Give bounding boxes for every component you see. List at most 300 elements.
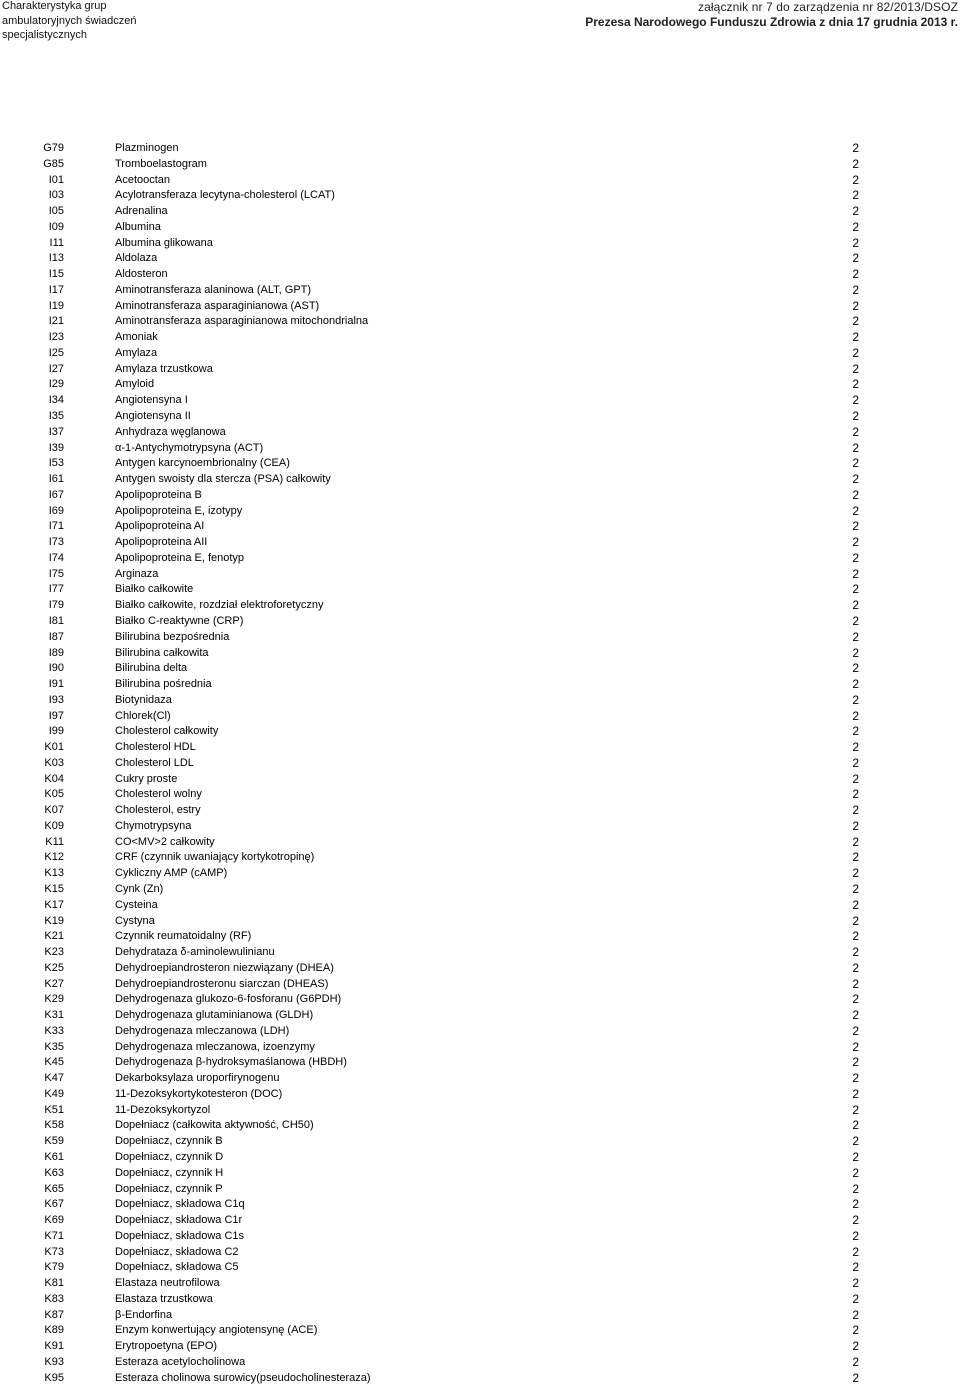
row-code: K89 xyxy=(44,1324,64,1337)
row-name: 11-Dezoksykortykotesteron (DOC) xyxy=(115,1087,283,1100)
table-row xyxy=(0,173,960,189)
row-name: Dopełniacz, składowa C1r xyxy=(115,1214,243,1227)
row-value: 2 xyxy=(852,1150,859,1164)
row-name: Cysteina xyxy=(115,898,158,911)
table-row xyxy=(0,1118,960,1134)
row-code: I27 xyxy=(48,362,64,375)
row-code: K31 xyxy=(44,1009,64,1022)
row-value: 2 xyxy=(852,519,859,534)
row-name: Białko C-reaktywne (CRP) xyxy=(115,614,244,627)
table-row xyxy=(0,914,960,930)
row-code: I05 xyxy=(48,205,64,218)
table-row xyxy=(0,992,960,1008)
row-code: I89 xyxy=(48,646,64,659)
row-value: 2 xyxy=(852,440,859,455)
table-row xyxy=(0,1229,960,1245)
row-code: I09 xyxy=(48,220,64,233)
row-code: K15 xyxy=(44,882,64,895)
row-name: 11-Dezoksykortyzol xyxy=(115,1103,211,1116)
row-value: 2 xyxy=(852,188,859,203)
table-row xyxy=(0,409,960,425)
row-name: Białko całkowite, rozdział elektroforetyczny xyxy=(115,599,324,612)
table-row xyxy=(0,1055,960,1071)
table-row xyxy=(0,1166,960,1182)
row-value: 2 xyxy=(852,1071,859,1086)
row-code: K95 xyxy=(44,1371,64,1384)
row-name: Apolipoproteina B xyxy=(115,488,202,501)
row-name: Bilirubina bezpośrednia xyxy=(115,630,230,643)
row-code: I29 xyxy=(48,378,64,391)
row-code: I19 xyxy=(48,299,64,312)
row-name: Dehydrogenaza β-hydroksymaślanowa (HBDH) xyxy=(115,1056,347,1069)
row-name: Chlorek(Cl) xyxy=(115,709,171,722)
row-value: 2 xyxy=(852,219,859,234)
row-code: K01 xyxy=(44,741,64,754)
row-value: 2 xyxy=(852,803,859,818)
row-code: K25 xyxy=(44,961,64,974)
row-code: I35 xyxy=(48,410,64,423)
row-value: 2 xyxy=(852,298,859,313)
row-value: 2 xyxy=(852,1244,859,1259)
row-code: K79 xyxy=(44,1261,64,1274)
row-name: Acetooctan xyxy=(115,173,171,186)
row-name: α-1-Antychymotrypsyna (ACT) xyxy=(115,441,264,454)
table-row xyxy=(0,630,960,646)
table-row xyxy=(0,740,960,756)
row-code: I21 xyxy=(48,315,64,328)
table-row xyxy=(0,204,960,220)
header-left-line-2: ambulatoryjnych świadczeń xyxy=(2,14,137,27)
table-row xyxy=(0,393,960,409)
row-name: CRF (czynnik uwaniający kortykotropinę) xyxy=(115,851,315,864)
row-name: Cholesterol całkowity xyxy=(115,725,219,738)
table-row xyxy=(0,519,960,535)
row-value: 2 xyxy=(852,929,859,944)
row-code: I11 xyxy=(49,236,64,249)
table-row xyxy=(0,709,960,725)
row-value: 2 xyxy=(852,629,859,644)
table-row xyxy=(0,835,960,851)
row-code: I99 xyxy=(48,725,64,738)
table-row xyxy=(0,1276,960,1292)
row-value: 2 xyxy=(852,1197,859,1212)
row-value: 2 xyxy=(852,409,859,424)
row-value: 2 xyxy=(852,503,859,518)
row-name: CO<MV>2 całkowity xyxy=(115,835,215,848)
row-value: 2 xyxy=(852,850,859,865)
row-code: K83 xyxy=(44,1292,64,1305)
row-value: 2 xyxy=(852,692,859,707)
row-code: K23 xyxy=(44,946,64,959)
row-value: 2 xyxy=(852,992,859,1007)
header-right-line-2: Prezesa Narodowego Funduszu Zdrowia z dnia 17 grudnia 2013 r. xyxy=(585,15,958,29)
row-name: Arginaza xyxy=(115,567,159,580)
row-code: K03 xyxy=(44,756,64,769)
row-value: 2 xyxy=(852,708,859,723)
row-value: 2 xyxy=(852,1039,859,1054)
row-value: 2 xyxy=(852,1181,859,1196)
row-value: 2 xyxy=(852,724,859,739)
row-name: Dehydrogenaza glutaminianowa (GLDH) xyxy=(115,1009,314,1022)
row-value: 2 xyxy=(852,661,859,676)
row-name: Antygen swoisty dla stercza (PSA) całkowity xyxy=(115,473,331,486)
row-code: I15 xyxy=(48,268,64,281)
table-row xyxy=(0,614,960,630)
table-row xyxy=(0,551,960,567)
row-code: K91 xyxy=(44,1340,64,1353)
row-value: 2 xyxy=(852,866,859,881)
row-code: K49 xyxy=(44,1087,64,1100)
table-row xyxy=(0,488,960,504)
table-row xyxy=(0,1213,960,1229)
table-row xyxy=(0,693,960,709)
row-value: 2 xyxy=(852,456,859,471)
table-row xyxy=(0,1087,960,1103)
row-code: K87 xyxy=(44,1308,64,1321)
row-value: 2 xyxy=(852,487,859,502)
row-code: K71 xyxy=(44,1229,64,1242)
row-name: Apolipoproteina AI xyxy=(115,520,205,533)
row-code: K69 xyxy=(44,1214,64,1227)
row-value: 2 xyxy=(852,282,859,297)
table-row xyxy=(0,1323,960,1339)
row-name: Albumina glikowana xyxy=(115,236,213,249)
table-row xyxy=(0,283,960,299)
table-row xyxy=(0,1071,960,1087)
row-value: 2 xyxy=(852,960,859,975)
header-left-line-3: specjalistycznych xyxy=(2,29,87,41)
row-value: 2 xyxy=(852,377,859,392)
row-value: 2 xyxy=(852,1276,859,1291)
row-value: 2 xyxy=(852,314,859,329)
row-value: 2 xyxy=(852,330,859,345)
row-name: Dehydrogenaza mleczanowa, izoenzymy xyxy=(115,1040,315,1053)
row-name: Amylaza xyxy=(115,346,158,359)
row-name: Dehydrataza δ-aminolewulinianu xyxy=(115,946,275,959)
row-name: Aldolaza xyxy=(115,252,158,265)
row-code: I17 xyxy=(48,283,64,296)
row-code: I74 xyxy=(48,551,64,564)
row-code: K11 xyxy=(45,835,64,848)
row-value: 2 xyxy=(852,1165,859,1180)
table-row xyxy=(0,157,960,173)
row-name: Esteraza cholinowa surowicy(pseudocholinesteraza) xyxy=(115,1371,371,1384)
row-name: Apolipoproteina AII xyxy=(115,536,208,549)
row-name: Dehydrogenaza glukozo-6-fosforanu (G6PDH) xyxy=(115,993,342,1006)
row-name: Dehydroepiandrosteronu siarczan (DHEAS) xyxy=(115,977,329,990)
row-code: I77 xyxy=(48,583,64,596)
row-name: Elastaza trzustkowa xyxy=(115,1292,213,1305)
row-code: K07 xyxy=(44,804,64,817)
row-value: 2 xyxy=(852,393,859,408)
row-value: 2 xyxy=(852,755,859,770)
row-code: K45 xyxy=(44,1056,64,1069)
row-code: K58 xyxy=(44,1119,64,1132)
table-row xyxy=(0,377,960,393)
table-row xyxy=(0,346,960,362)
row-code: K35 xyxy=(44,1040,64,1053)
row-name: Dopełniacz, składowa C1s xyxy=(115,1229,245,1242)
table-row xyxy=(0,299,960,315)
row-name: Enzym konwertujący angiotensynę (ACE) xyxy=(115,1324,318,1337)
table-row xyxy=(0,756,960,772)
row-value: 2 xyxy=(852,1213,859,1228)
row-value: 2 xyxy=(852,818,859,833)
row-code: I61 xyxy=(48,473,64,486)
table-row xyxy=(0,1197,960,1213)
row-value: 2 xyxy=(852,613,859,628)
row-code: K47 xyxy=(44,1072,64,1085)
row-value: 2 xyxy=(852,1323,859,1338)
row-code: I91 xyxy=(48,678,64,691)
row-name: Cholesterol, estry xyxy=(115,804,201,817)
table-row xyxy=(0,661,960,677)
row-value: 2 xyxy=(852,1307,859,1322)
table-row xyxy=(0,1308,960,1324)
row-code: I37 xyxy=(48,425,64,438)
table-row xyxy=(0,882,960,898)
row-value: 2 xyxy=(852,1008,859,1023)
table-row xyxy=(0,141,960,157)
row-name: β-Endorfina xyxy=(115,1308,173,1321)
table-row xyxy=(0,472,960,488)
row-value: 2 xyxy=(852,787,859,802)
table-row xyxy=(0,425,960,441)
table-row xyxy=(0,977,960,993)
row-name: Amylaza trzustkowa xyxy=(115,362,213,375)
table-row xyxy=(0,582,960,598)
table-row xyxy=(0,598,960,614)
table-row xyxy=(0,1355,960,1371)
table-row xyxy=(0,866,960,882)
row-value: 2 xyxy=(852,881,859,896)
row-value: 2 xyxy=(852,740,859,755)
row-name: Dekarboksylaza uroporfirynogenu xyxy=(115,1072,280,1085)
row-name: Cholesterol HDL xyxy=(115,741,196,754)
row-value: 2 xyxy=(852,1291,859,1306)
row-name: Dopełniacz, czynnik P xyxy=(115,1182,223,1195)
table-row xyxy=(0,1103,960,1119)
row-name: Amyloid xyxy=(115,378,155,391)
row-name: Angiotensyna II xyxy=(115,410,191,423)
row-code: K13 xyxy=(44,867,64,880)
row-name: Dopełniacz (całkowita aktywność, CH50) xyxy=(115,1119,314,1132)
row-name: Elastaza neutrofilowa xyxy=(115,1277,220,1290)
row-code: I25 xyxy=(48,346,64,359)
row-value: 2 xyxy=(852,566,859,581)
row-code: I69 xyxy=(48,504,64,517)
table-row xyxy=(0,504,960,520)
row-name: Apolipoproteina E, fenotyp xyxy=(115,551,245,564)
table-row xyxy=(0,1150,960,1166)
row-code: I93 xyxy=(48,693,64,706)
row-value: 2 xyxy=(852,1228,859,1243)
row-name: Angiotensyna I xyxy=(115,394,188,407)
row-value: 2 xyxy=(852,582,859,597)
row-code: I01 xyxy=(48,173,64,186)
table-row xyxy=(0,1292,960,1308)
row-code: K51 xyxy=(44,1103,64,1116)
row-value: 2 xyxy=(852,677,859,692)
table-row xyxy=(0,819,960,835)
row-name: Apolipoproteina E, izotypy xyxy=(115,504,243,517)
row-code: I75 xyxy=(48,567,64,580)
row-value: 2 xyxy=(852,345,859,360)
row-name: Dopełniacz, czynnik D xyxy=(115,1151,224,1163)
table-row xyxy=(0,677,960,693)
row-name: Aminotransferaza alaninowa (ALT, GPT) xyxy=(115,283,312,296)
header-left xyxy=(2,0,137,43)
row-name: Bilirubina całkowita xyxy=(115,646,209,659)
row-name: Cystyna xyxy=(115,914,155,927)
row-code: K09 xyxy=(44,819,64,832)
table-row xyxy=(0,1024,960,1040)
row-name: Dehydroepiandrosteron niezwiązany (DHEA) xyxy=(115,961,334,974)
table-row xyxy=(0,1008,960,1024)
table-row xyxy=(0,330,960,346)
row-name: Erytropoetyna (EPO) xyxy=(115,1340,218,1353)
row-name: Adrenalina xyxy=(115,205,168,218)
row-value: 2 xyxy=(852,1023,859,1038)
row-code: K67 xyxy=(44,1198,64,1211)
row-name: Chymotrypsyna xyxy=(115,819,192,832)
row-code: K63 xyxy=(44,1166,64,1179)
row-name: Antygen karcynoembrionalny (CEA) xyxy=(115,457,290,470)
table-row xyxy=(0,1260,960,1276)
table-row xyxy=(0,1040,960,1056)
row-code: I81 xyxy=(48,614,64,627)
row-code: K12 xyxy=(44,851,64,864)
row-name: Dopełniacz, składowa C2 xyxy=(115,1245,239,1258)
table-row xyxy=(0,267,960,283)
table-row xyxy=(0,787,960,803)
row-code: K17 xyxy=(44,898,64,911)
table-row xyxy=(0,567,960,583)
table-row xyxy=(0,945,960,961)
row-value: 2 xyxy=(852,1102,859,1117)
row-code: I90 xyxy=(48,662,64,675)
table-row xyxy=(0,898,960,914)
header-left-line-1: Charakterystyka grup xyxy=(2,0,107,12)
row-name: Esteraza acetylocholinowa xyxy=(115,1355,246,1368)
row-value: 2 xyxy=(852,361,859,376)
row-code: K19 xyxy=(44,914,64,927)
row-code: K93 xyxy=(44,1355,64,1368)
table-row xyxy=(0,1339,960,1355)
row-code: K04 xyxy=(44,772,64,785)
row-name: Białko całkowite xyxy=(115,583,194,596)
row-name: Plazminogen xyxy=(115,142,179,154)
row-code: K21 xyxy=(44,930,64,943)
table-row xyxy=(0,441,960,457)
row-code: I53 xyxy=(48,457,64,470)
row-code: K33 xyxy=(44,1024,64,1037)
table-row xyxy=(0,314,960,330)
row-value: 2 xyxy=(852,1086,859,1101)
row-code: I34 xyxy=(48,394,64,407)
row-code: K27 xyxy=(44,977,64,990)
header-right-line-1: załącznik nr 7 do zarządzenia nr 82/2013/DSOZ xyxy=(698,0,958,14)
row-name: Bilirubina pośrednia xyxy=(115,678,212,691)
row-code: K29 xyxy=(44,993,64,1006)
row-name: Cykliczny AMP (cAMP) xyxy=(115,867,228,880)
row-value: 2 xyxy=(852,1134,859,1149)
table-row xyxy=(0,456,960,472)
row-code: K61 xyxy=(44,1151,64,1163)
table-row xyxy=(0,724,960,740)
row-code: I13 xyxy=(48,252,64,265)
row-value: 2 xyxy=(852,834,859,849)
row-code: K81 xyxy=(44,1277,64,1290)
row-name: Dopełniacz, składowa C1q xyxy=(115,1198,245,1211)
row-name: Cholesterol LDL xyxy=(115,756,194,769)
table-row xyxy=(0,929,960,945)
row-name: Biotynidaza xyxy=(115,693,172,706)
row-name: Albumina xyxy=(115,220,161,233)
row-name: Dopełniacz, czynnik H xyxy=(115,1166,224,1179)
row-value: 2 xyxy=(852,267,859,282)
table-row xyxy=(0,236,960,252)
row-value: 2 xyxy=(852,1118,859,1133)
row-code: G85 xyxy=(43,157,64,170)
row-value: 2 xyxy=(852,1354,859,1369)
procedure-table xyxy=(0,141,960,1386)
row-code: I79 xyxy=(48,599,64,612)
row-value: 2 xyxy=(852,1260,859,1275)
row-value: 2 xyxy=(852,897,859,912)
table-row xyxy=(0,1245,960,1261)
row-value: 2 xyxy=(852,598,859,613)
row-name: Aminotransferaza asparaginianowa mitochondrialna xyxy=(115,315,369,328)
row-value: 2 xyxy=(852,550,859,565)
row-code: K73 xyxy=(44,1245,64,1258)
row-code: K05 xyxy=(44,788,64,801)
row-name: Cynk (Zn) xyxy=(115,882,164,895)
row-name: Aldosteron xyxy=(115,268,168,281)
row-name: Tromboelastogram xyxy=(115,157,207,170)
row-code: I23 xyxy=(48,331,64,344)
row-name: Aminotransferaza asparaginianowa (AST) xyxy=(115,299,320,312)
table-row xyxy=(0,1371,960,1387)
table-row xyxy=(0,803,960,819)
row-value: 2 xyxy=(852,645,859,660)
row-value: 2 xyxy=(852,141,859,155)
row-value: 2 xyxy=(852,156,859,171)
table-row xyxy=(0,772,960,788)
row-name: Dopełniacz, czynnik B xyxy=(115,1135,223,1148)
row-value: 2 xyxy=(852,472,859,487)
row-value: 2 xyxy=(852,771,859,786)
row-value: 2 xyxy=(852,1055,859,1070)
table-row xyxy=(0,850,960,866)
row-code: I67 xyxy=(48,488,64,501)
row-name: Cukry proste xyxy=(115,772,178,785)
row-code: I03 xyxy=(48,189,64,202)
row-name: Dopełniacz, składowa C5 xyxy=(115,1261,239,1274)
row-code: I73 xyxy=(48,536,64,549)
row-code: I39 xyxy=(48,441,64,454)
row-code: I97 xyxy=(48,709,64,722)
row-code: G79 xyxy=(43,142,64,154)
table-row xyxy=(0,961,960,977)
row-code: I87 xyxy=(48,630,64,643)
table-row xyxy=(0,1182,960,1198)
row-code: K59 xyxy=(44,1135,64,1148)
row-name: Czynnik reumatoidalny (RF) xyxy=(115,930,252,943)
table-row xyxy=(0,220,960,236)
row-value: 2 xyxy=(852,913,859,928)
row-value: 2 xyxy=(852,1339,859,1354)
